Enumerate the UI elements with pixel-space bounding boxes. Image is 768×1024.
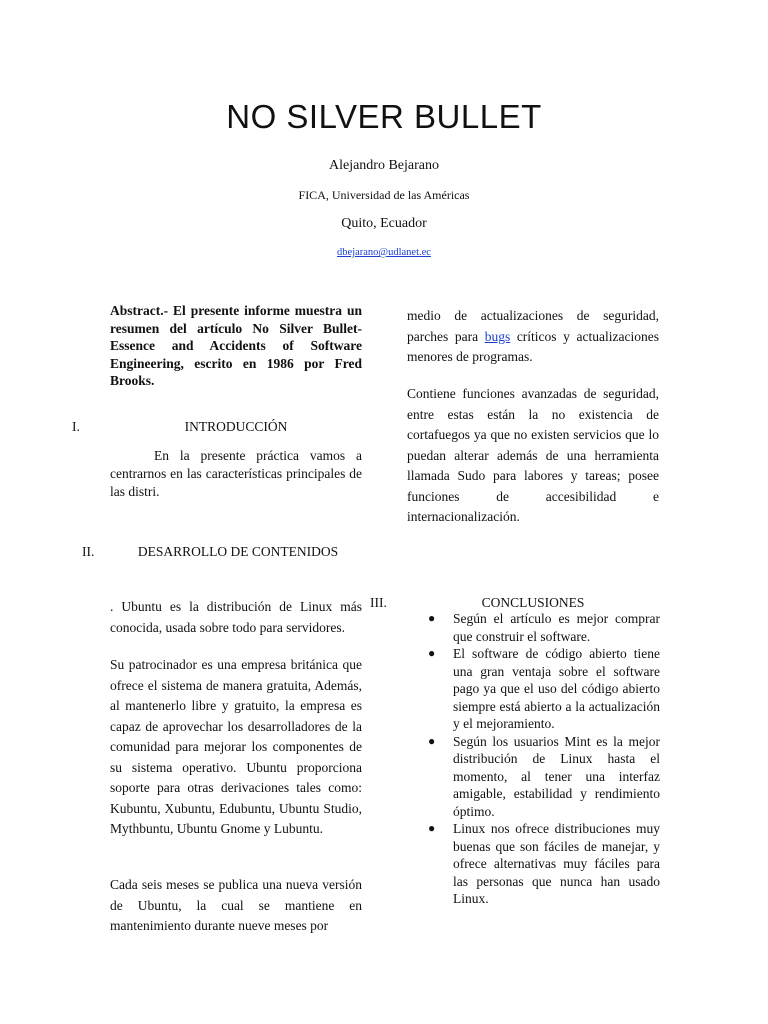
- email-link[interactable]: dbejarano@udlanet.ec: [337, 247, 431, 258]
- desarrollo-paragraph-2: Su patrocinador es una empresa británica que ofrece el sistema de manera gratuita, Además, al mantenerlo libre y gratuito, la empresa es capaz de aprovechar los desarrolladores de la comunidad para mejorar los componentes de su sistema operativo. Ubuntu proporciona soporte para otras derivaciones tales como: Kubuntu, Xubuntu, Edubuntu, Ubuntu Studio, Mythbuntu, Ubuntu Gnome y Lubuntu.: [110, 657, 362, 836]
- p4-text-after: críticos y actualizaciones menores de programas.: [407, 328, 659, 364]
- author-affiliation: FICA, Universidad de las Américas: [298, 188, 470, 202]
- list-item: [428, 610, 660, 645]
- section-number-conclusiones: III.: [370, 595, 387, 610]
- desarrollo-paragraph-5: Contiene funciones avanzadas de seguridad, entre estas están la no existencia de cortafuegos ya que no existen servicios que lo puedan alterar además de una herramienta llamada Sudo para labores y tareas; posee funciones de accesibilidad e internacionalización.: [407, 386, 659, 524]
- section-number-desarrollo: II.: [82, 544, 95, 559]
- desarrollo-paragraph-3: Cada seis meses se publica una nueva versión de Ubuntu, la cual se mantiene en mantenimiento durante nueve meses por: [110, 877, 362, 933]
- author-location: Quito, Ecuador: [341, 216, 427, 231]
- bullet-icon: ●: [428, 646, 436, 660]
- desarrollo-paragraph-1: . Ubuntu es la distribución de Linux más conocida, usada sobre todo para servidores.: [110, 599, 362, 635]
- conclusion-text: Linux nos ofrece distribuciones muy buenas que son fáciles de manejar, y ofrece alternativas muy fáciles para las personas que nunca han usado Linux.: [453, 821, 660, 906]
- conclusions-list: [428, 610, 660, 908]
- bullet-icon: ●: [428, 821, 436, 835]
- intro-paragraph: En la presente práctica vamos a centrarnos en las características principales de las distri.: [110, 448, 362, 499]
- section-title-conclusiones: CONCLUSIONES: [481, 595, 585, 610]
- list-item: [428, 733, 660, 821]
- section-title-intro: INTRODUCCIÓN: [184, 419, 288, 434]
- conclusion-text: Según los usuarios Mint es la mejor distribución de Linux hasta el momento, al tener una interfaz amigable, estabilidad y rendimiento óptimo.: [453, 733, 660, 819]
- desarrollo-paragraph-4: [407, 306, 659, 368]
- section-number-intro: I.: [72, 419, 80, 434]
- section-title-desarrollo: DESARROLLO DE CONTENIDOS: [137, 544, 339, 559]
- bugs-link[interactable]: bugs: [484, 328, 511, 344]
- conclusion-text: Según el artículo es mejor comprar que construir el software.: [453, 611, 660, 644]
- paper-title: NO SILVER BULLET: [226, 98, 542, 135]
- bullet-icon: ●: [428, 733, 436, 748]
- abstract: Abstract.- El presente informe muestra un resumen del artículo No Silver Bullet-Essence and Accidents of Software Engineering, escrito en 1986 por Fred Brooks.: [110, 303, 362, 388]
- author-email: [0, 247, 768, 258]
- p4-text-before: medio de actualizaciones de seguridad, parches para: [407, 308, 659, 344]
- list-item: [428, 645, 660, 733]
- bullet-icon: ●: [428, 611, 436, 625]
- conclusion-text: El software de código abierto tiene una gran ventaja sobre el software pago ya que el uso del código abierto siempre está abierto a la actualización y el mejoramiento.: [453, 646, 660, 731]
- author-name: Alejandro Bejarano: [328, 158, 439, 173]
- list-item: [428, 820, 660, 908]
